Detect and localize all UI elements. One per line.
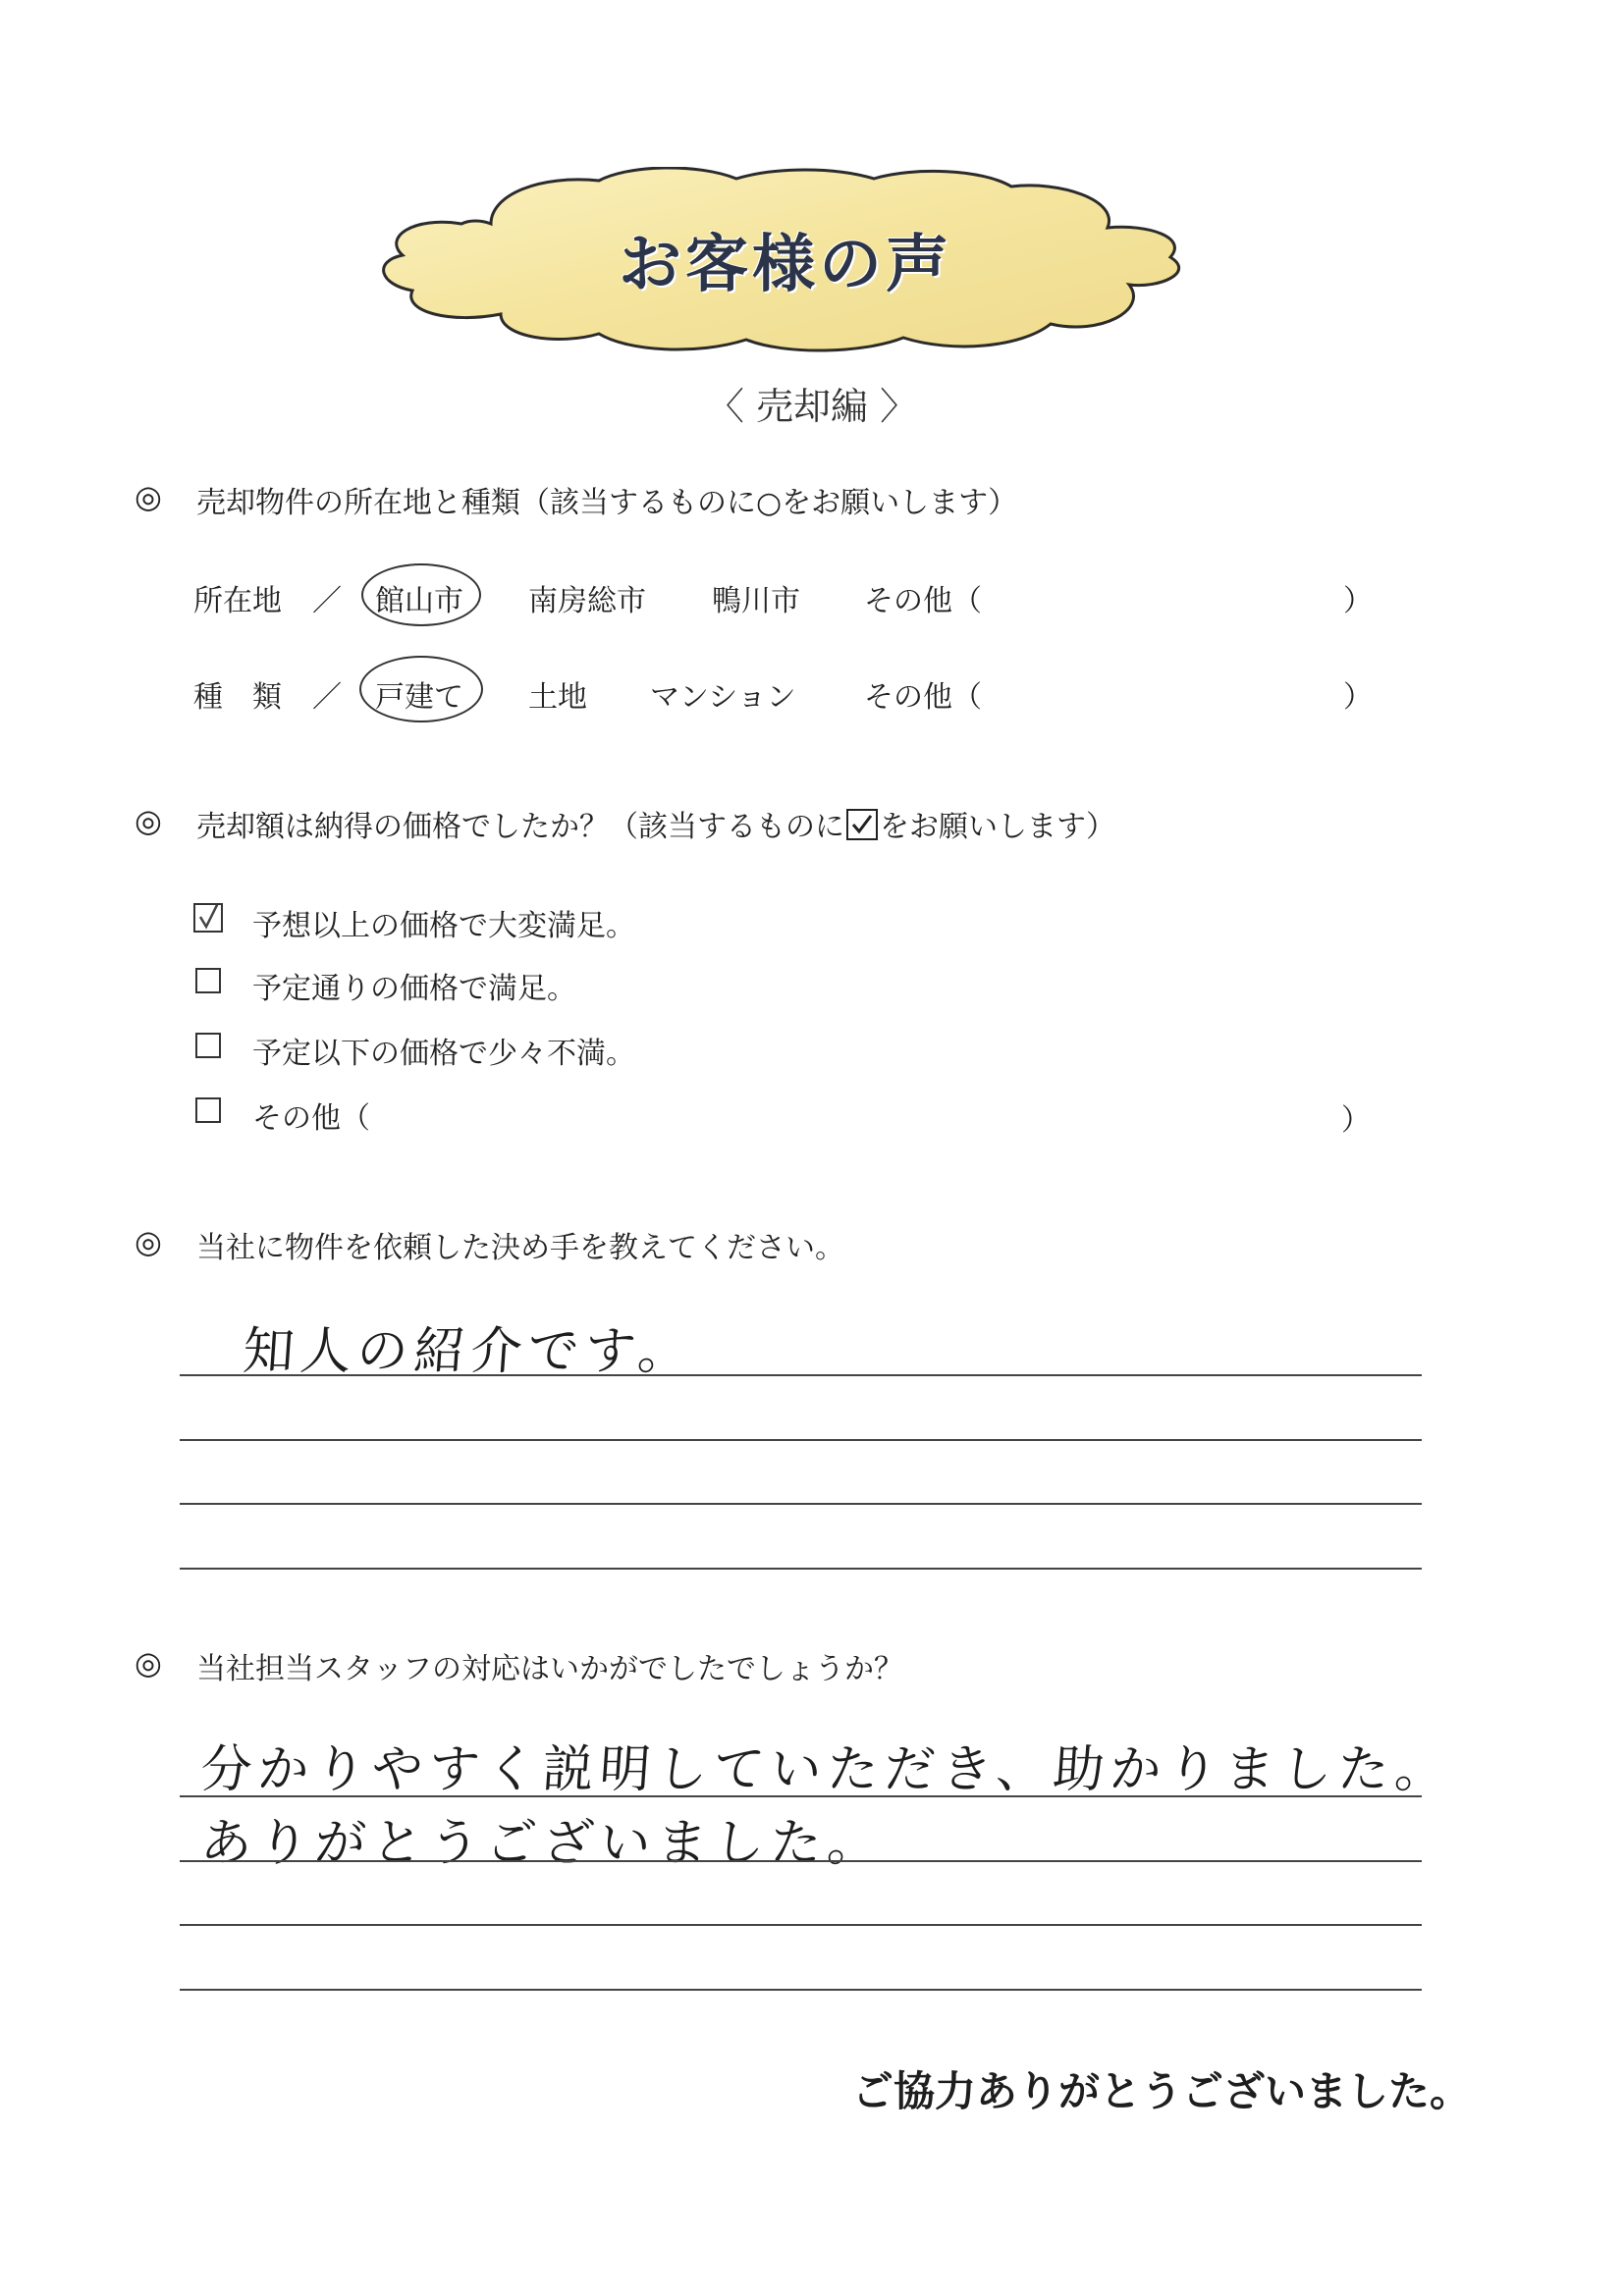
answer-3-line-1: 知人の紹介です。 <box>241 1322 697 1381</box>
answer-line <box>180 1795 1422 1797</box>
checkbox-option-1[interactable] <box>193 903 223 933</box>
answer-line <box>180 1374 1422 1376</box>
type-option-land[interactable]: 土地 <box>528 680 587 715</box>
question-bullet-icon: ◎ <box>135 1644 162 1682</box>
check-mark-icon <box>195 905 221 931</box>
answer-line <box>180 1989 1422 1991</box>
checkbox-option-3[interactable] <box>195 1033 221 1058</box>
question-2-text-post: をお願いします） <box>880 810 1115 844</box>
type-option-other[interactable]: その他（ <box>864 680 982 715</box>
question-3-text: 当社に物件を依頼した決め手を教えてください。 <box>196 1231 844 1265</box>
location-other-close: ） <box>1343 584 1373 618</box>
answer-line <box>180 1503 1422 1505</box>
location-option-kamogawa[interactable]: 鴨川市 <box>712 584 800 618</box>
checkbox-option-2[interactable] <box>195 968 221 993</box>
location-option-tateyama[interactable]: 館山市 <box>375 584 463 618</box>
page-subtitle: 〈 売却編 〉 <box>706 385 918 428</box>
option-4-label: その他（ <box>252 1101 370 1136</box>
question-1-text: 売却物件の所在地と種類（該当するものに○をお願いします） <box>196 486 1018 520</box>
option-2-label: 予定通りの価格で満足。 <box>252 972 576 1006</box>
option-1-label: 予想以上の価格で大変満足。 <box>252 909 635 943</box>
location-slash: ／ <box>312 584 342 618</box>
page-title: お客様の声 <box>619 229 952 301</box>
option-3-label: 予定以下の価格で少々不満。 <box>252 1037 635 1071</box>
location-option-other[interactable]: その他（ <box>864 584 982 618</box>
answer-4-line-2: ありがとうございました。 <box>198 1814 887 1873</box>
location-option-minamiboso[interactable]: 南房総市 <box>528 584 646 618</box>
question-4-text: 当社担当スタッフの対応はいかがでしたでしょうか？ <box>196 1652 903 1686</box>
question-bullet-icon: ◎ <box>135 1223 162 1260</box>
type-other-close: ） <box>1343 680 1373 715</box>
question-bullet-icon: ◎ <box>135 478 162 515</box>
type-slash: ／ <box>312 680 342 715</box>
answer-line <box>180 1860 1422 1862</box>
question-2-text-pre: 売却額は納得の価格でしたか？（該当するものに <box>196 810 844 844</box>
answer-line <box>180 1568 1422 1570</box>
check-box-icon <box>846 809 878 840</box>
answer-4-line-1: 分かりやすく説明していただき、助かりました。 <box>198 1740 1454 1799</box>
location-label: 所在地 <box>193 584 282 618</box>
checkbox-option-4[interactable] <box>195 1097 221 1123</box>
answer-line <box>180 1439 1422 1441</box>
question-2-text <box>196 802 1115 845</box>
answer-line <box>180 1924 1422 1926</box>
type-option-mansion[interactable]: マンション <box>650 680 796 715</box>
title-cloud <box>373 167 1198 353</box>
thanks-message: ご協力ありがとうございました。 <box>852 2067 1472 2115</box>
option-other-close: ） <box>1341 1103 1371 1138</box>
question-bullet-icon: ◎ <box>135 802 162 839</box>
type-option-house[interactable]: 戸建て <box>375 680 463 715</box>
type-label: 種 類 <box>193 680 282 715</box>
